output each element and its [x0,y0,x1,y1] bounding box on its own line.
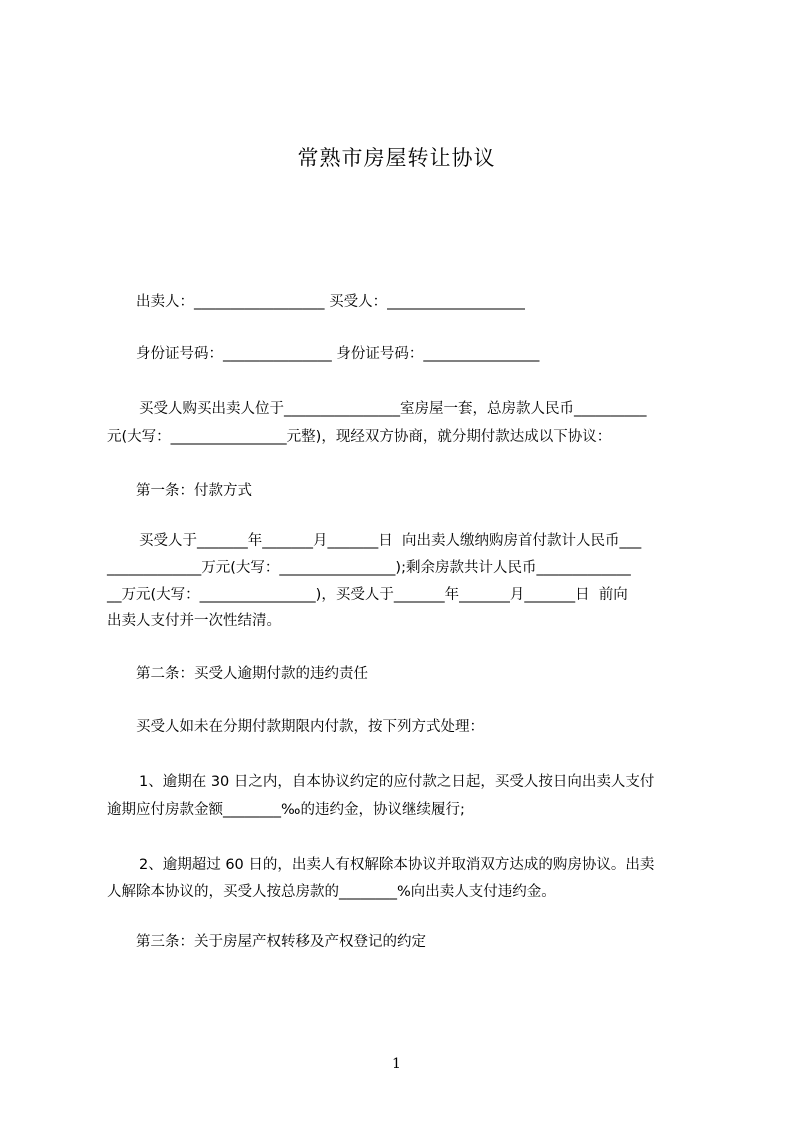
article-2-item-1-line-2: 逾期应付房款金额________‰的违约金，协议继续履行; [107,802,465,818]
article-1-line-3: __万元(大写：________________)，买受人于_______年_______月_______日 前向 [107,587,628,603]
parties-id-number-line: 身份证号码：_______________ 身份证号码：________________ [136,346,540,362]
document-title: 常熟市房屋转让协议 [297,146,496,170]
page-number: 1 [392,1056,401,1072]
article-2-lead: 买受人如未在分期付款期限内付款，按下列方式处理： [136,719,484,735]
article-2-item-2-line-1: 2、逾期超过 60 日的，出卖人有权解除本协议并取消双方达成的购房协议。出卖 [139,857,655,873]
article-3-heading: 第三条：关于房屋产权转移及产权登记的约定 [136,934,426,950]
article-1-heading: 第一条：付款方式 [136,483,252,499]
article-2-item-1-line-1: 1、逾期在 30 日之内，自本协议约定的应付款之日起，买受人按日向出卖人支付 [139,774,655,790]
article-1-line-1: 买受人于_______年_______月_______日 向出卖人缴纳购房首付款计人民币___ [139,533,642,549]
intro-line-2: 元(大写：________________元整)，现经双方协商，就分期付款达成以下协议： [107,429,612,445]
intro-line-1: 买受人购买出卖人位于________________室房屋一套，总房款人民币__________ [139,401,647,417]
article-2-heading: 第二条：买受人逾期付款的违约责任 [136,666,368,682]
article-2-item-2-line-2: 人解除本协议的，买受人按总房款的________%向出卖人支付违约金。 [107,884,556,900]
parties-seller-buyer-line: 出卖人：__________________ 买受人：___________________ [136,294,525,310]
article-1-line-2: _____________万元(大写：________________);剩余房款共计人民币_____________ [107,560,631,576]
article-1-line-4: 出卖人支付并一次性结清。 [107,613,281,629]
